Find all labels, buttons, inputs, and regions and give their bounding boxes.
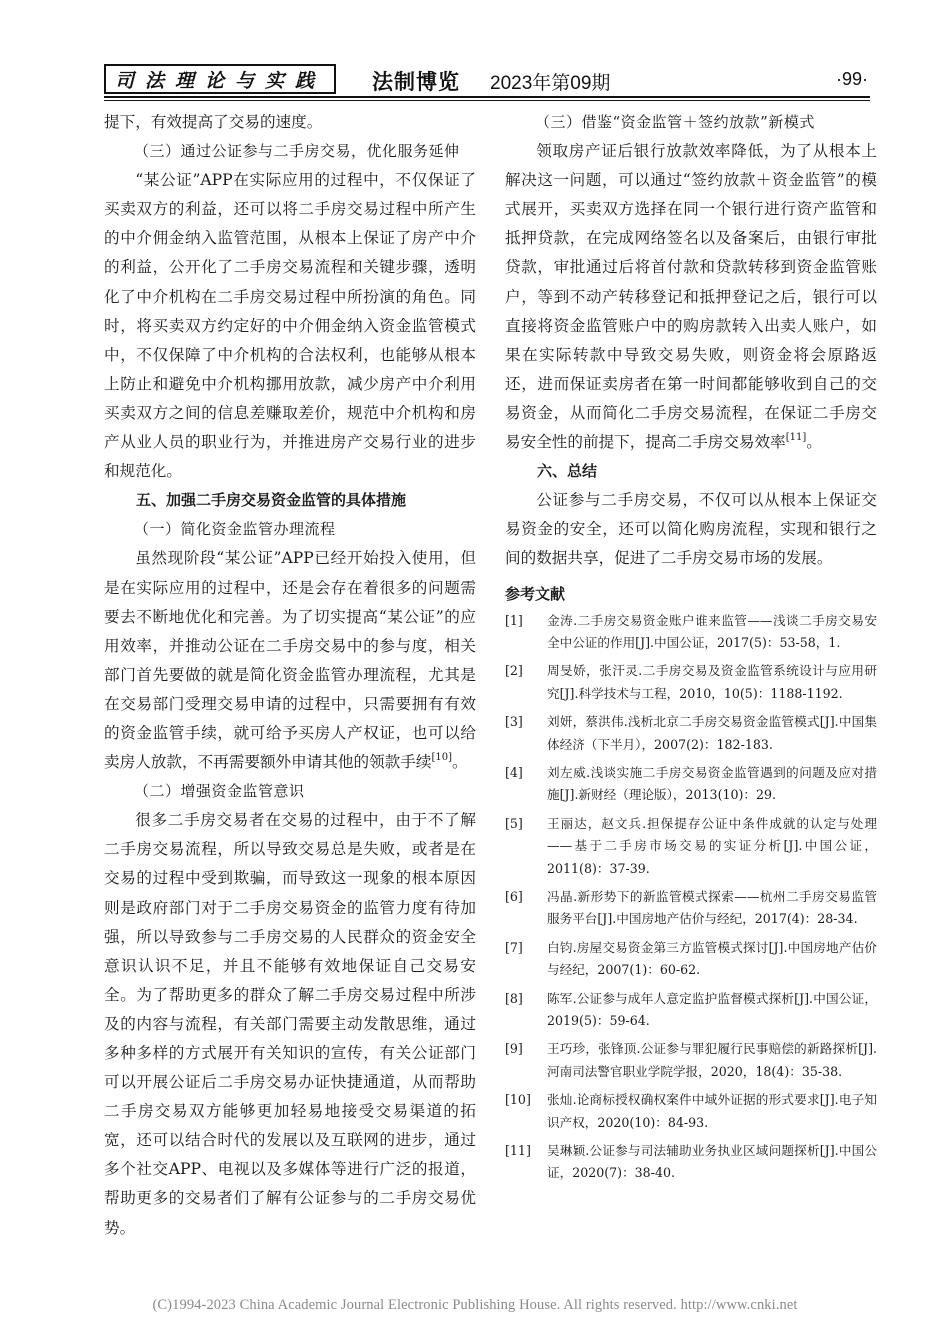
reference-text: 周旻娇，张汗灵.二手房交易及资金监管系统设计与应用研究[J].科学技术与工程，2010，10(5)：1188-1192. xyxy=(547,663,877,701)
reference-number: [5] xyxy=(505,815,523,831)
left-column xyxy=(104,108,476,1243)
reference-number: [8] xyxy=(505,990,523,1006)
reference-number: [10] xyxy=(505,1092,531,1108)
paragraph xyxy=(505,137,877,457)
reference-item xyxy=(505,886,877,931)
reference-number: [11] xyxy=(505,1143,531,1159)
column-title: 司法理论与实践 xyxy=(114,69,325,92)
subsection-heading: （三）借鉴“资金监管＋签约放款”新模式 xyxy=(535,113,815,131)
paragraph: 公证参与二手房交易，不仅可以从根本上保证交易资金的安全，还可以简化购房流程，实现和银行之间的数据共享，促进了二手房交易市场的发展。 xyxy=(505,491,877,568)
page-number: ·99· xyxy=(835,69,868,89)
reference-number: [2] xyxy=(505,663,523,679)
issue-label: 2023年第09期 xyxy=(490,73,611,94)
section-heading: 六、总结 xyxy=(537,462,598,481)
subsection-heading: （二）增强资金监管意识 xyxy=(134,782,305,801)
reference-number: [1] xyxy=(505,612,523,628)
citation[interactable]: [11] xyxy=(785,432,807,444)
reference-item xyxy=(505,1038,877,1083)
reference-number: [4] xyxy=(505,764,523,780)
citation[interactable]: [10] xyxy=(431,752,453,764)
copyright-footer: (C)1994-2023 China Academic Journal Electronic Publishing House. All rights reserved. http://www.cnki.net xyxy=(152,1297,798,1313)
reference-number: [6] xyxy=(505,888,523,904)
reference-item xyxy=(505,711,877,756)
reference-text: 冯晶.新形势下的新监管模式探索——杭州二手房交易监管服务平台[J].中国房地产估价与经纪，2017(4)：28-34. xyxy=(547,888,877,927)
reference-item xyxy=(505,1140,877,1185)
paragraph: “某公证”APP在实际应用的过程中，不仅保证了买卖双方的利益，还可以将二手房交易过程中所产生的中介佣金纳入监管范围，从根本上保证了房产中介的利益，公开化了二手房交易流程和关键步骤，透明化了中介机构在二手房交易过程中所扮演的角色。同时，将买卖双方约定好的中介佣金纳入资金监管模式中，不仅保障了中介机构的合法权利，也能够从根本上防止和避免中介机构挪用放款，减少房产中介利用买卖双方之间的信息差赚取差价，规范中介机构和房产从业人员的职业行为，并推进房产交易行业的进步和规范化。 xyxy=(104,171,476,481)
reference-text: 刘妍，蔡洪伟.浅析北京二手房交易资金监管模式[J].中国集体经济（下半月），2007(2)：182-183. xyxy=(547,714,877,752)
reference-list xyxy=(505,610,877,1185)
page-header xyxy=(104,64,870,98)
reference-item xyxy=(505,610,877,655)
reference-item xyxy=(505,1089,877,1134)
paragraph-text: 领取房产证后银行放款效率降低，为了从根本上解决这一问题，可以通过“签约放款＋资金监管”的模式展开，买卖双方选择在同一个银行进行资产监管和抵押贷款，在完成网络签名以及备案后，由银行审批贷款，审批通过后将首付款和贷款转移到资金监管账户，等到不动产转移登记和抵押登记之后，银行可以直接将资金监管账户中的购房款转入出卖人账户，如果在实际转款中导致交易失败，则资金将会原路返还，进而保证卖房者在第一时间都能够收到自己的交易资金，从而简化二手房交易流程，在保证二手房交易安全性的前提下，提高二手房交易效率 xyxy=(505,142,877,452)
reference-text: 金涛.二手房交易资金账户谁来监管——浅谈二手房交易安全中公证的作用[J].中国公证，2017(5)：53-58，1. xyxy=(547,612,877,650)
reference-item xyxy=(505,660,877,705)
references-heading: 参考文献 xyxy=(505,584,566,603)
paragraph-end: 。 xyxy=(452,753,468,772)
reference-text: 王丽达，赵文兵.担保提存公证中条件成就的认定与处理——基于二手房市场交易的实证分析[J].中国公证，2011(8)：37-39. xyxy=(547,815,877,876)
reference-item xyxy=(505,937,877,982)
reference-item xyxy=(505,988,877,1033)
reference-text: 张灿.论商标授权确权案件中域外证据的形式要求[J].电子知识产权，2020(10)：84-93. xyxy=(547,1092,877,1130)
header-rule-thin xyxy=(104,100,870,101)
column-title-box xyxy=(104,64,336,94)
reference-number: [3] xyxy=(505,714,523,730)
subsection-heading: （三）通过公证参与二手房交易，优化服务延伸 xyxy=(134,142,460,161)
header-rule xyxy=(104,96,870,98)
section-heading: 五、加强二手房交易资金监管的具体措施 xyxy=(136,491,407,510)
reference-text: 吴琳颖.公证参与司法辅助业务执业区域问题探析[J].中国公证，2020(7)：38-40. xyxy=(547,1143,877,1181)
reference-item xyxy=(505,813,877,880)
right-column xyxy=(505,108,877,1191)
paragraph xyxy=(104,544,476,777)
reference-text: 刘左威.浅谈实施二手房交易资金监管遇到的问题及应对措施[J].新财经（理论版），2013(10)：29. xyxy=(547,764,877,803)
reference-text: 陈军.公证参与成年人意定监护监督模式探析[J].中国公证，2019(5)：59-64. xyxy=(547,990,877,1028)
journal-name: 法制博览 xyxy=(372,70,460,94)
reference-number: [7] xyxy=(505,939,523,955)
reference-text: 白钧.房屋交易资金第三方监管模式探讨[J].中国房地产估价与经纪，2007(1)：60-62. xyxy=(547,939,877,978)
reference-text: 王巧珍，张锋顶.公证参与罪犯履行民事赔偿的新路探析[J].河南司法警官职业学院学报，2020，18(4)：35-38. xyxy=(547,1041,877,1079)
paragraph-text: 虽然现阶段“某公证”APP已经开始投入使用，但是在实际应用的过程中，还是会存在着很多的问题需要去不断地优化和完善。为了切实提高“某公证”的应用效率，并推动公证在二手房交易中的参与度，相关部门首先要做的就是简化资金监管办理流程，尤其是在交易部门受理交易申请的过程中，只需要拥有有效的资金监管手续，就可给予买房人产权证，也可以给卖房人放款，不再需要额外申请其他的领款手续 xyxy=(104,549,476,772)
reference-number: [9] xyxy=(505,1041,523,1057)
paragraph: 提下，有效提高了交易的速度。 xyxy=(104,113,323,131)
paragraph-end: 。 xyxy=(806,433,822,452)
reference-item xyxy=(505,762,877,807)
paragraph: 很多二手房交易者在交易的过程中，由于不了解二手房交易流程，所以导致交易总是失败，或者是在交易的过程中受到欺骗，而导致这一现象的根本原因则是政府部门对于二手房交易资金的监管力度有待加强，所以导致参与二手房交易的人民群众的资金安全意识认识不足，并且不能够有效地保证自己交易安全。为了帮助更多的群众了解二手房交易过程中所涉及的内容与流程，有关部门需要主动发散思维，通过多种多样的方式展开有关知识的宣传，有关公证部门可以开展公证后二手房交易办证快捷通道，从而帮助二手房交易双方能够更加轻易地接受交易渠道的拓宽，还可以结合时代的发展以及互联网的进步，通过多个社交APP、电视以及多媒体等进行广泛的报道，帮助更多的交易者们了解有公证参与的二手房交易优势。 xyxy=(104,811,476,1237)
subsection-heading: （一）简化资金监管办理流程 xyxy=(134,520,336,539)
